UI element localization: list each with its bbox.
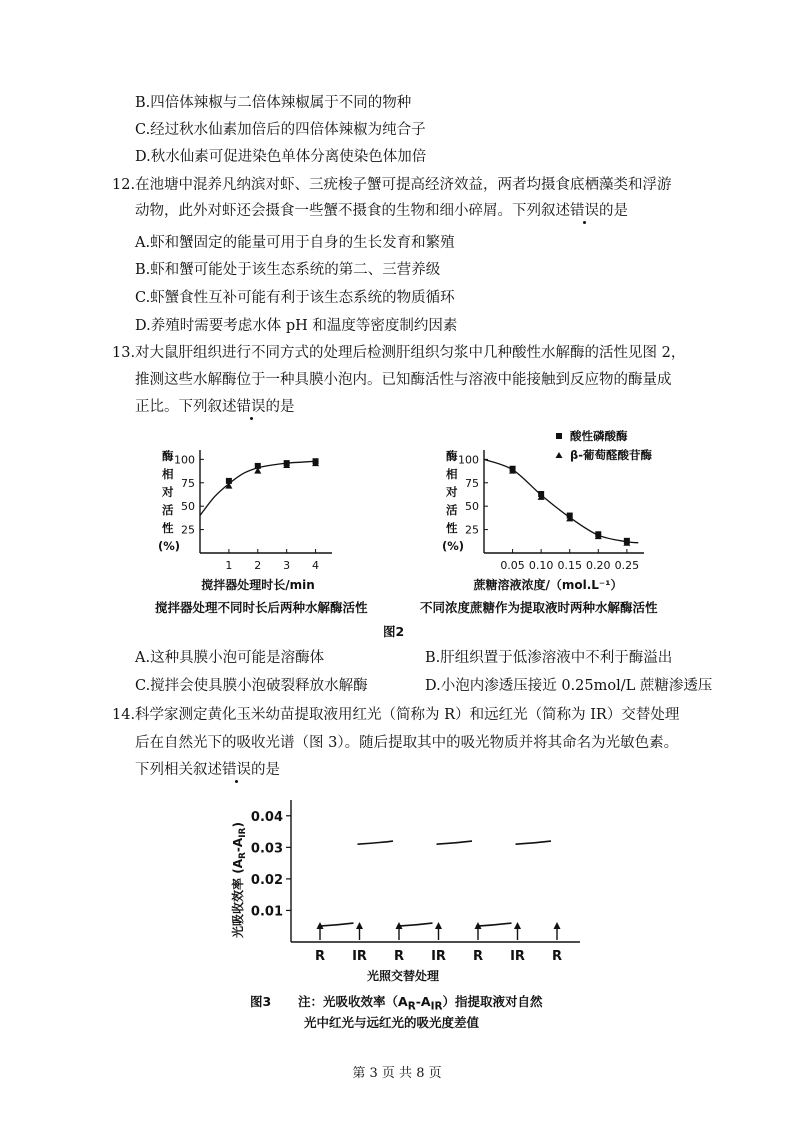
- fig3-note-line1: 注：光吸收效率$(A_R-A_{IR})$指提取液对自然: [298, 994, 543, 1013]
- fig3-event-arrowhead: [435, 922, 442, 929]
- right-y-tick-label: 25: [465, 523, 479, 537]
- fig3-segment-line: [397, 923, 433, 926]
- q12-option-a: A.虾和蟹固定的能量可用于自身的生长发育和繁殖: [135, 235, 455, 251]
- fig3-event-label: R: [314, 949, 326, 964]
- q12-option-d: D.养殖时需要考虑水体 pH 和温度等密度制约因素: [135, 318, 458, 334]
- fig3-event-arrowhead: [514, 922, 521, 929]
- svg-text:(%): (%): [158, 539, 181, 553]
- chart-left: [158, 449, 332, 592]
- right-x-tick-label: 0.05: [500, 559, 525, 572]
- q13-option-c: C.搅拌会使具膜小泡破裂释放水解酶: [135, 678, 368, 694]
- fig3-y-tick-label: 0.04: [250, 809, 283, 825]
- right-x-tick-label: 0.20: [586, 559, 611, 572]
- right-fit-curve: [484, 459, 638, 542]
- fig3-note-line2: 光中红光与远红光的吸光度差值: [304, 1015, 480, 1030]
- left-x-tick-label: 2: [254, 559, 262, 572]
- svg-text:(%): (%): [442, 539, 465, 553]
- fig3-segment-line: [358, 841, 394, 844]
- fig2-label: 图2: [383, 624, 405, 639]
- q13-option-d: D.小泡内渗透压接近 0.25mol/L 蔗糖渗透压: [425, 678, 713, 694]
- figure-3: [0, 790, 794, 990]
- q12-option-b: B.虾和蟹可能处于该生态系统的第二、三营养级: [135, 262, 441, 278]
- left-x-tick-label: 3: [283, 559, 291, 572]
- q13-stem-line2: 推测这些水解酶位于一种具膜小泡内。已知酶活性与溶液中能接触到反应物的酶量成: [135, 372, 672, 388]
- page-footer: 第 3 页 共 8 页: [352, 1066, 442, 1081]
- svg-text:酶: 酶: [446, 449, 458, 463]
- svg-text:对: 对: [162, 485, 174, 499]
- fig3-event-label: IR: [510, 949, 525, 964]
- q12-stem-line2: 动物，此外对虾还会摄食一些蟹不摄食的生物和细小碎屑。下列叙述错误的是: [135, 203, 628, 219]
- q14-stem-line3: 下列相关叙述错误的是: [135, 762, 280, 778]
- fig3-segment-line: [476, 923, 512, 926]
- fig3-event-label: R: [551, 949, 563, 964]
- q14-stem-line1: 14.科学家测定黄化玉米幼苗提取液用红光（简称为 R）和远红光（简称为 IR）交替处理: [112, 707, 680, 723]
- svg-text:对: 对: [446, 485, 458, 499]
- legend-label-1: 酸性磷酸酶: [570, 429, 628, 443]
- fig2-left-caption: 搅拌器处理不同时长后两种水解酶活性: [155, 600, 368, 615]
- q11-option-d: D.秋水仙素可促进染色单体分离使染色体加倍: [135, 149, 427, 165]
- fig3-event-label: IR: [431, 949, 446, 964]
- fig3-event-arrowhead: [554, 922, 561, 929]
- q13-emphasis: 错误: [236, 399, 266, 415]
- right-x-tick-label: 0.15: [557, 559, 582, 572]
- fig3-y-axis-title: 光吸收效率 $(A_R-A_{IR})$: [231, 822, 248, 938]
- right-y-tick-label: 50: [465, 500, 479, 514]
- fig3-segment-line: [318, 923, 354, 926]
- right-x-tick-label: 0.25: [614, 559, 640, 572]
- figure-2: [0, 425, 794, 645]
- chart-right: [442, 429, 653, 592]
- left-y-tick-label: 75: [181, 476, 195, 490]
- svg-text:性: 性: [162, 521, 174, 535]
- left-y-tick-label: 100: [174, 453, 195, 467]
- legend-label-2: β-葡萄醛酸苷酶: [570, 448, 653, 462]
- q13-stem-line3: 正比。下列叙述错误的是: [135, 399, 295, 415]
- left-x-axis-label: 搅拌器处理时长/min: [201, 578, 315, 592]
- left-x-tick-label: 4: [312, 559, 320, 572]
- svg-text:性: 性: [446, 521, 458, 535]
- q11-option-c: C.经过秋水仙素加倍后的四倍体辣椒为纯合子: [135, 122, 426, 138]
- left-y-tick-label: 50: [181, 500, 195, 514]
- legend: [556, 429, 653, 462]
- fig3-event-label: R: [472, 949, 484, 964]
- fig3-y-tick-label: 0.01: [250, 904, 283, 920]
- fig3-event-label: IR: [352, 949, 367, 964]
- fig2-right-caption: 不同浓度蔗糖作为提取液时两种水解酶活性: [420, 600, 658, 615]
- q13-option-b: B.肝组织置于低渗溶液中不利于酶溢出: [425, 650, 673, 666]
- q11-option-b: B.四倍体辣椒与二倍体辣椒属于不同的物种: [135, 95, 412, 111]
- fig3-event-arrowhead: [356, 922, 363, 929]
- fig3-x-axis-label: 光照交替处理: [366, 969, 440, 983]
- right-x-axis-label: 蔗糖溶液浓度/（mol.L⁻¹）: [473, 578, 623, 592]
- fig3-segment-line: [437, 841, 473, 844]
- svg-text:活: 活: [446, 503, 458, 517]
- legend-square-marker: [556, 433, 562, 439]
- fig3-label: 图3: [250, 994, 272, 1009]
- fig3-event-label: R: [393, 949, 405, 964]
- left-y-tick-label: 25: [181, 523, 195, 537]
- right-y-tick-label: 75: [465, 476, 479, 490]
- svg-text:活: 活: [162, 503, 174, 517]
- fig3-y-tick-label: 0.03: [250, 841, 283, 857]
- q14-stem-line2: 后在自然光下的吸收光谱（图 3）。随后提取其中的吸光物质并将其命名为光敏色素。: [135, 735, 679, 751]
- q13-stem-line1: 13.对大鼠肝组织进行不同方式的处理后检测肝组织匀浆中几种酸性水解酶的活性见图 2，: [112, 345, 686, 361]
- svg-text:相: 相: [162, 467, 174, 481]
- fig3-segment-line: [516, 841, 552, 844]
- legend-triangle-marker: [556, 452, 563, 458]
- q13-option-a: A.这种具膜小泡可能是溶酶体: [135, 650, 325, 666]
- left-x-tick-label: 1: [225, 559, 233, 572]
- q12-emphasis: 错误: [570, 203, 599, 219]
- right-y-tick-label: 100: [458, 453, 479, 467]
- q12-stem-line1: 12.在池塘中混养凡纳滨对虾、三疣梭子蟹可提高经济效益，两者均摄食底栖藻类和浮游: [112, 177, 672, 193]
- svg-text:酶: 酶: [162, 449, 174, 463]
- svg-text:相: 相: [446, 467, 458, 481]
- q12-option-c: C.虾蟹食性互补可能有利于该生态系统的物质循环: [135, 290, 455, 306]
- q14-emphasis: 错误: [222, 762, 251, 778]
- right-x-tick-label: 0.10: [528, 559, 554, 572]
- fig3-y-tick-label: 0.02: [250, 872, 283, 888]
